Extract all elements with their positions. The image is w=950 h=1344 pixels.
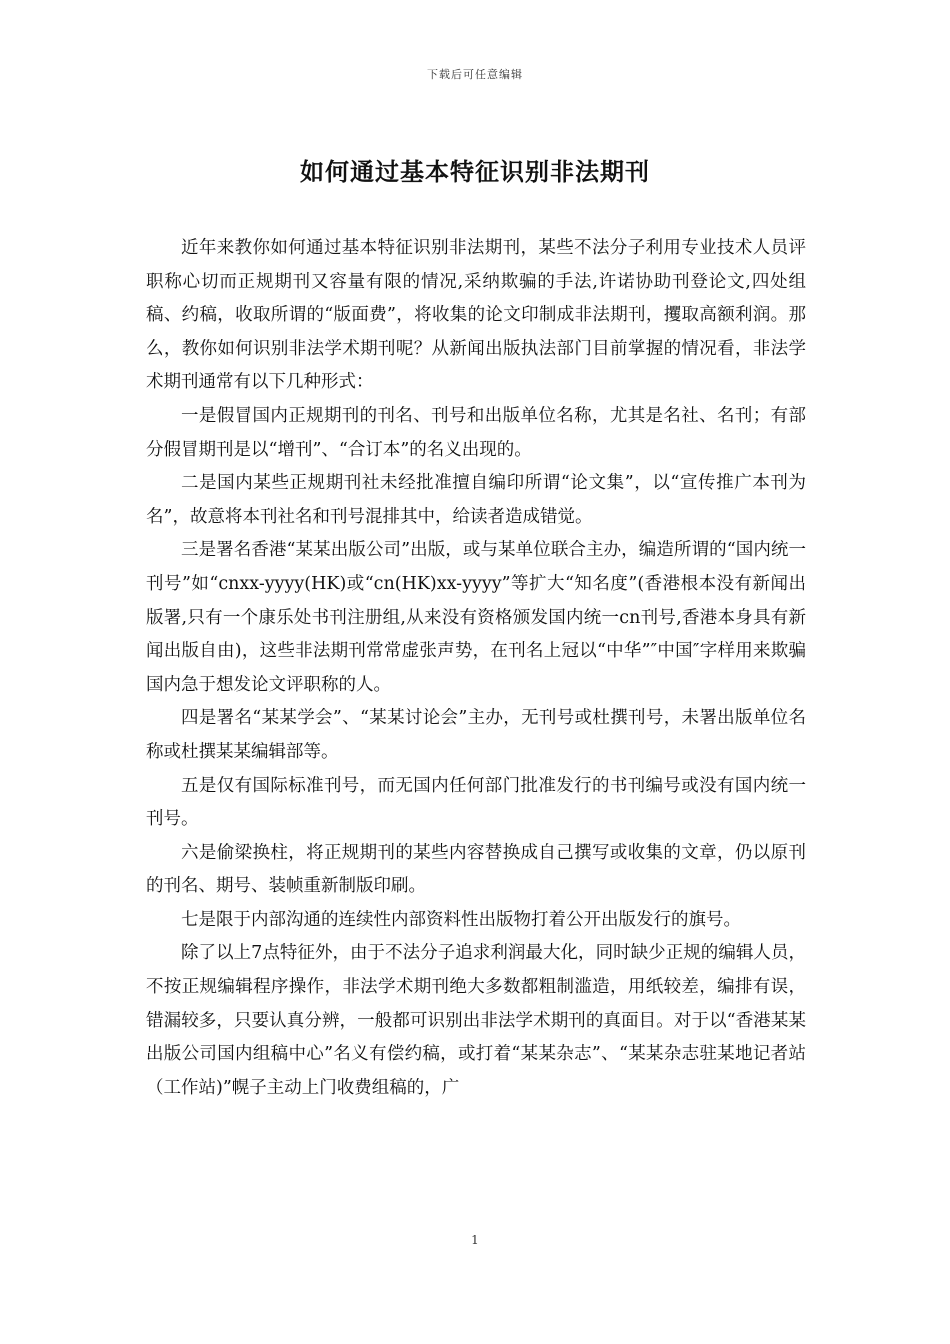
paragraph-point-7: 七是限于内部沟通的连续性内部资料性出版物打着公开出版发行的旗号。: [181, 909, 741, 930]
page-number: 1: [471, 1233, 479, 1247]
page-header: 下载后可任意编辑: [427, 68, 523, 81]
document-body: [146, 232, 806, 1105]
paragraph-point-6: 六是偷梁换柱，将正规期刊的某些内容替换成自己撰写或收集的文章，仍以原刊的刊名、期号、装帧重新制版印刷。: [146, 842, 806, 897]
paragraph-point-4: 四是署名“某某学会”、“某某讨论会”主办，无刊号或杜撰刊号，未署出版单位名称或杜撰某某编辑部等。: [146, 708, 806, 762]
paragraph-point-1: 一是假冒国内正规期刊的刊名、刊号和出版单位名称，尤其是名社、名刊；有部分假冒期刊是以“增刊”、“合订本”的名义出现的。: [146, 405, 806, 460]
paragraph-point-3: 三是署名香港“某某出版公司”出版，或与某单位联合主办，编造所谓的“国内统一刊号”如“cnxx-yyyy(HK)或“cn(HK)xx-yyyy”等扩大“知名度”(香港根本没有新闻出版署,只有一个康乐处书刊注册组,从来没有资格颁发国内统一cn刊号,香港本身具有新闻出版自由)，这些非法期刊常常虚张声势，在刊名上冠以“中华”″中国″字样用来欺骗国内急于想发论文评职称的人。: [146, 540, 806, 695]
paragraph-point-2: 二是国内某些正规期刊社未经批准擅自编印所谓“论文集”，以“宣传推广本刊为名”，故意将本刊社名和刊号混排其中，给读者造成错觉。: [146, 473, 806, 527]
paragraph-intro: 近年来教你如何通过基本特征识别非法期刊，某些不法分子利用专业技术人员评职称心切而正规期刊又容量有限的情况,采纳欺骗的手法,许诺协助刊登论文,四处组稿、约稿，收取所谓的“版面费”，将收集的论文印制成非法期刊，攫取高额利润。那么，教你如何识别非法学术期刊呢？从新闻出版执法部门目前掌握的情况看，非法学术期刊通常有以下几种形式：: [146, 238, 806, 393]
document-title: 如何通过基本特征识别非法期刊: [300, 157, 650, 186]
paragraph-point-5: 五是仅有国际标准刊号，而无国内任何部门批准发行的书刊编号或没有国内统一刊号。: [146, 775, 806, 830]
paragraph-conclusion: 除了以上7点特征外，由于不法分子追求利润最大化，同时缺少正规的编辑人员，不按正规编辑程序操作，非法学术期刊绝大多数都粗制滥造，用纸较差，编排有误，错漏较多，只要认真分辨，一般都可识别出非法学术期刊的真面目。对于以“香港某某出版公司国内组稿中心”名义有偿约稿，或打着“某某杂志”、“某某杂志驻某地记者站（工作站)”幌子主动上门收费组稿的，广: [146, 943, 806, 1098]
